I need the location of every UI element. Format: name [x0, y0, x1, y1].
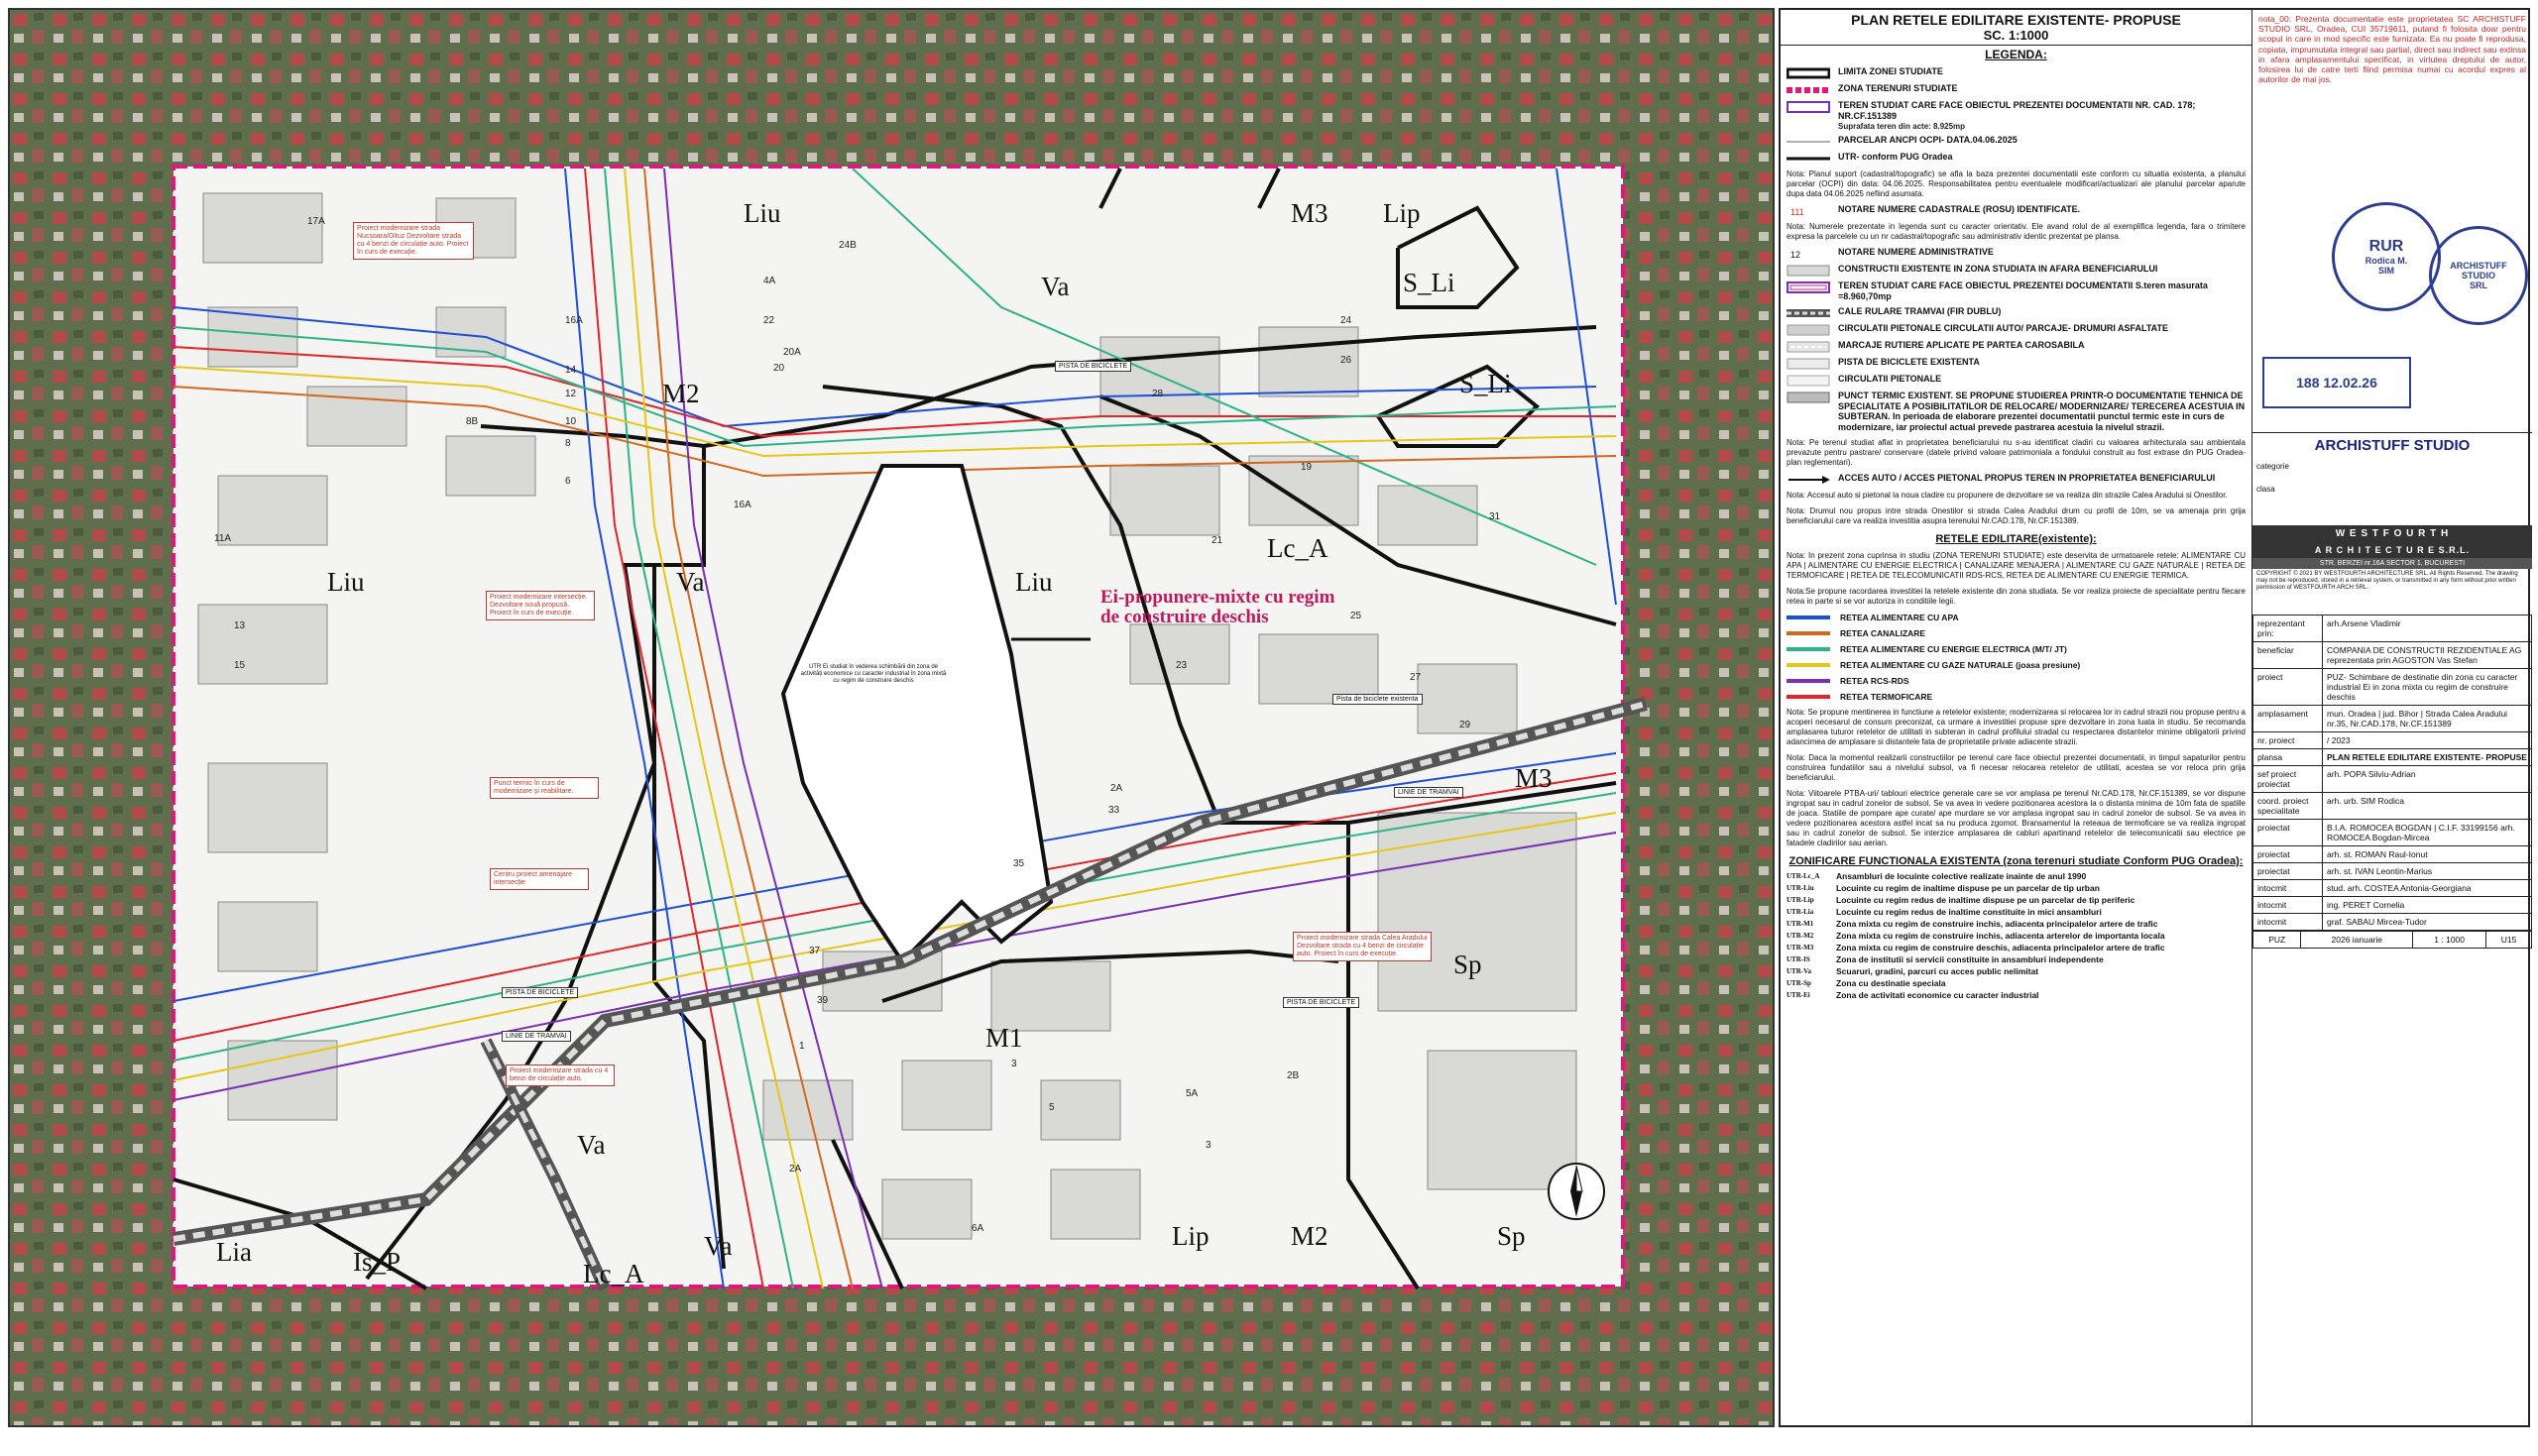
plot-number: 39 — [817, 995, 829, 1006]
rur-stamp — [2332, 202, 2441, 311]
meta-label: intocmit — [2253, 897, 2323, 914]
utility-item — [1781, 625, 2251, 641]
copyright-note: nota_00: Prezenta documentatie este proprietatea SC ARCHISTUFF STUDIO SRL, Oradea, CUI 35719611, putand fi folosita doar pentru scopul in care in mod specific este furnizata. Ea nu poate fi reprodusa, copiata, imprumutata integral sau partial, direct sau indirect sau extinsa in afara amplasamentului specificat, in virtutea dreptului de autor, folosirea lui de catre terti fiind permisa numai cu acordul expres al autorilor de mai jos. — [2258, 14, 2526, 85]
zoning-code: UTR-Va — [1787, 966, 1812, 975]
legend-item — [1781, 98, 2251, 133]
note-access: Nota: Accesul auto si pietonal la noua cladire cu propunere de dezvoltare se va realiza din strazile Calea Aradului si Onestilor. — [1787, 490, 2228, 500]
firm-label: clasa — [2256, 485, 2275, 494]
legend-text: TEREN STUDIAT CARE FACE OBIECTUL PREZENTEI DOCUMENTATII NR. CAD. 178; NR.CF.151389 — [1838, 100, 2196, 121]
note-keep: Nota: Se propune mentinerea in functiune a retelelor existente; modernizarea si relocarea lor in cadrul strazii nou propuse pentru a acoperi necesarul de consum preconizat, ca urmare a investitiei propuse spre dezvoltare in zona luata in studiu. Se recomanda amplasarea tuturor retelelor de utilitati in subteran in cadrul profilului stradal cu respectarea distantelor minime obligatorii privind adancimea de amplasare si distantele fata de proprietatile private adiacente strazii. — [1787, 707, 2246, 746]
legend-item — [1781, 338, 2251, 355]
stamp-line: Rodica M. — [2365, 256, 2408, 266]
zoning-text: Zona mixta cu regim de construire inchis, adiacenta arterelor de importanta locala — [1836, 930, 2165, 941]
meta-label: reprezentant prin: — [2253, 616, 2323, 642]
ei-proposal-label — [1100, 588, 1334, 627]
meta-value: stud. arh. COSTEA Antonia-Georgiana — [2323, 880, 2532, 897]
stamps-area — [2252, 198, 2532, 615]
zoning-item — [1781, 953, 2251, 965]
zoning-code: UTR-Ei — [1787, 990, 1810, 999]
road-symbol — [1787, 324, 1830, 336]
footer-code: PUZ — [2253, 932, 2301, 949]
map-sheet — [8, 8, 1775, 1427]
legend-item — [1781, 202, 2251, 219]
zone-label: Liu — [327, 567, 365, 597]
plan-scale: SC. 1:1000 — [1781, 28, 2251, 46]
utility-item — [1781, 673, 2251, 689]
map-note: Centru proiect amenajare intersecție — [490, 868, 589, 890]
company-stamp — [2429, 226, 2528, 325]
zone-label: S_Li — [1459, 369, 1512, 398]
road-marking-symbol — [1787, 341, 1830, 353]
zoning-code: UTR-M2 — [1787, 931, 1814, 940]
legend-item — [1781, 321, 2251, 338]
meta-value: B.I.A. ROMOCEA BOGDAN | C.I.F. 33199156 arh. ROMOCEA Bogdan-Mircea — [2323, 820, 2532, 846]
stamp-line: SIM — [2377, 266, 2394, 276]
plot-number: 11A — [214, 533, 232, 544]
legend-text: CALE RULARE TRAMVAI (FIR DUBLU) — [1838, 305, 2002, 316]
map-drawing — [10, 10, 1775, 1427]
svg-text:111: 111 — [1790, 207, 1804, 218]
zoning-text: Locuinte cu regim de inaltime dispuse pe un parcelar de tip urban — [1836, 882, 2100, 893]
meta-label: proiectat — [2253, 820, 2323, 846]
map-note: Punct termic în curs de modernizare și reabilitare. — [490, 777, 599, 799]
utility-text: RETEA RCS-RDS — [1840, 675, 1909, 686]
footer-scale: 1 : 1000 — [2413, 932, 2486, 949]
plot-number: 8 — [565, 438, 571, 449]
legend-subtext: Suprafata teren din acte: 8.925mp — [1838, 121, 1966, 131]
zoning-text: Locuinte cu regim redus de inaltime dispuse pe un parcelar de tip periferic — [1836, 894, 2135, 905]
meta-row — [2253, 846, 2532, 863]
zoning-code: UTR-Sp — [1787, 978, 1811, 987]
zoning-item — [1781, 870, 2251, 882]
bike-lane-label: Pista de biciclete existenta — [1332, 694, 1423, 705]
stamp-line: STUDIO — [2461, 271, 2495, 280]
plot-number: 26 — [1340, 355, 1352, 366]
meta-label: proiectat — [2253, 863, 2323, 880]
zone-label: Lia — [216, 1237, 252, 1267]
plot-number: 31 — [1489, 511, 1501, 522]
plot-number: 16A — [734, 500, 751, 510]
legend-text: TEREN STUDIAT CARE FACE OBIECTUL PREZENTEI DOCUMENTATII S.teren masurata =8.960,70mp — [1838, 280, 2208, 301]
zone-label: Va — [676, 567, 705, 597]
legend-item — [1781, 355, 2251, 372]
legend-column — [1781, 10, 2252, 1425]
meta-row — [2253, 642, 2532, 669]
meta-value: PLAN RETELE EDILITARE EXISTENTE- PROPUSE — [2323, 749, 2532, 766]
stamp-line: SRL — [2470, 280, 2487, 290]
meta-row — [2253, 897, 2532, 914]
meta-label: proiect — [2253, 669, 2323, 706]
zoning-text: Scuaruri, gradini, parcuri cu acces public nelimitat — [1836, 965, 2039, 976]
compass-icon — [1545, 1160, 1608, 1223]
north-arrow-icon — [1545, 1160, 1608, 1269]
note-numbers: Nota: Numerele prezentate in legenda sunt cu caracter orientativ. Ele avand rolul de al exemplifica legenda, fara o trimitere expresa la parcelele cu un nr cadastral/topografic sau administrativ identic prezentat pe plansa. — [1787, 222, 2246, 242]
legend-item — [1781, 389, 2251, 435]
plot-number: 3 — [1011, 1059, 1017, 1069]
zoning-text: Zona mixta cu regim de construire deschis, adiacenta principalelor artere de trafic — [1836, 942, 2165, 952]
utility-item — [1781, 657, 2251, 673]
plot-number: 20A — [783, 347, 801, 358]
title-block-panel — [1779, 8, 2530, 1427]
legend-text: PUNCT TERMIC EXISTENT. SE PROPUNE STUDIEREA PRINTR-O DOCUMENTATIE TEHNICA DE SPECIALITATE A POSIBILITATILOR DE RELOCARE/ MODERNIZARE/ TERECEREA ACESTUIA IN SUBTERAN. In perioada de elaborare prezentei documentatii punctul termic este in curs de modernizare, iar proiectul actual prevede pastrarea acestuia la nivelul strazii. — [1838, 390, 2246, 433]
svg-text:12: 12 — [1790, 250, 1801, 261]
zone-label: Lip — [1383, 198, 1421, 228]
meta-row — [2253, 863, 2532, 880]
plot-number: 27 — [1410, 672, 1422, 683]
meta-value: PUZ- Schimbare de destinatie din zona cu caracter industrial Ei in zona mixta cu regim de construire deschis — [2323, 669, 2532, 706]
meta-label: amplasament — [2253, 706, 2323, 732]
plot-number: 20 — [773, 363, 785, 374]
note-road: Nota: Drumul nou propus intre strada Onestilor si strada Calea Aradului drum cu profil de 10m, se va amenaja prin grija beneficiarului care va realiza investitia asupra terenului Nr.CAD.178, Nr.CF.151389. — [1787, 505, 2246, 525]
meta-row — [2253, 914, 2532, 931]
legend-text: CIRCULATII PIETONALE — [1838, 373, 1942, 384]
meta-label: intocmit — [2253, 914, 2323, 931]
wf-sub: A R C H I T E C T U R E S.R.L. — [2252, 542, 2532, 558]
zone-label: M3 — [1515, 763, 1553, 793]
water-line-symbol — [1787, 616, 1830, 619]
zone-label: Sp — [1497, 1221, 1526, 1251]
zoning-item — [1781, 965, 2251, 977]
utility-text: RETEA TERMOFICARE — [1840, 691, 1933, 702]
zoning-text: Zona cu destinatie speciala — [1836, 977, 1946, 988]
wf-copyright: COPYRIGHT © 2021 BY WESTFOURTH ARCHITECTURE SRL. All Rights Reserved. The drawing may not be reproduced, stored in a retrieval system, or transmitted in any form without prior written permission of WESTFOURTH ARCH SRL. — [2256, 571, 2518, 592]
meta-label: plansa — [2253, 749, 2323, 766]
zoning-item — [1781, 930, 2251, 942]
map-note: Proiect modernizare strada Calea Aradului Dezvoltare strada cu 4 benzi de circulație auto. Proiect în curs de execuție. — [1293, 932, 1432, 961]
plot-number: 14 — [565, 365, 577, 376]
plot-number: 33 — [1108, 805, 1120, 816]
meta-label: intocmit — [2253, 880, 2323, 897]
map-note: Proiect modernizare strada Nucșoara/Oituz Dezvoltare strada cu 4 benzi de circulație auto. Proiect în curs de execuție. — [353, 222, 474, 260]
firm-box — [2252, 432, 2532, 498]
zoning-item — [1781, 942, 2251, 953]
legend-item — [1781, 245, 2251, 262]
utilities-heading: RETELE EDILITARE(existente): — [1935, 532, 2097, 545]
legend-text: LIMITA ZONEI STUDIATE — [1838, 66, 1943, 76]
zoning-code: UTR-Lip — [1787, 895, 1814, 904]
footer-table — [2252, 931, 2532, 949]
plot-number: 13 — [234, 620, 246, 631]
map-note: Proiect modernizare strada cu 4 benzi de circulație auto. — [506, 1064, 615, 1086]
meta-row — [2253, 669, 2532, 706]
utr-ei-note: UTR Ei studiat în vederea schimbării din zona de activități economice cu caracter industrial în zona mixtă cu regim de construire deschis — [800, 664, 947, 685]
utility-item — [1781, 689, 2251, 705]
zoning-code: UTR-M1 — [1787, 919, 1814, 928]
meta-label: proiectat — [2253, 846, 2323, 863]
note-heritage: Nota: Pe terenul studiat aflat in proprietatea beneficiarului nu s-au identificat cladiri cu valoarea arhitecturala sau ambientala prevazute pentru pastrare/ conservare (datele privind valoare patrimoniala a fondului construit au fost extrase din PUG Oradea- plan reglementari). — [1787, 437, 2246, 467]
meta-row — [2253, 793, 2532, 820]
legend-text: UTR- conform PUG Oradea — [1838, 152, 1953, 163]
firm-label: categorie — [2256, 462, 2289, 471]
title-block-column — [2252, 10, 2532, 1425]
tram-line-label: LINIE DE TRAMVAI — [1394, 787, 1463, 798]
meta-value: COMPANIA DE CONSTRUCTII REZIDENTIALE AG reprezentata prin AGOSTON Vas Stefan — [2323, 642, 2532, 669]
plot-number: 5 — [1049, 1102, 1055, 1113]
studied-land-symbol — [1787, 101, 1830, 113]
plot-number: 19 — [1301, 462, 1313, 473]
plot-number: 15 — [234, 660, 246, 671]
zone-label: Liu — [1015, 567, 1053, 597]
zone-label: Lip — [1172, 1221, 1210, 1251]
meta-value: arh.Arsene Vladimir — [2323, 616, 2532, 642]
tram-line-label: LINIE DE TRAMVAI — [502, 1031, 571, 1042]
meta-row — [2253, 616, 2532, 642]
meta-value: arh. st. ROMAN Raul-Ionut — [2323, 846, 2532, 863]
plot-number: 37 — [809, 946, 821, 956]
legend-text: PISTA DE BICICLETE EXISTENTA — [1838, 356, 1980, 367]
ei-label-line1: Ei-propunere-mixte cu regim — [1100, 587, 1335, 608]
stamp-line: ARCHISTUFF — [2450, 261, 2507, 271]
measured-land-symbol — [1787, 281, 1830, 293]
pedestrian-symbol — [1787, 375, 1830, 387]
parcel-symbol — [1787, 136, 1830, 148]
legend-text: ZONA TERENURI STUDIATE — [1838, 83, 1958, 93]
plot-number: 35 — [1013, 858, 1025, 869]
zoning-text: Ansambluri de locuinte colective realizate inainte de anul 1990 — [1836, 870, 2087, 881]
zoning-item — [1781, 882, 2251, 894]
meta-row — [2253, 749, 2532, 766]
utilities-intro2: Nota:Se propune racordarea investitiei la retelele existente din zona studiata. Se vor realiza proiecte de specialitate pentru fiecare retea in parte si se vor autoriza in conditiile legii. — [1787, 586, 2246, 606]
bike-lane-label: PISTA DE BICICLETE — [1283, 997, 1359, 1008]
bike-lane-label: PISTA DE BICICLETE — [502, 987, 578, 998]
studied-zone-symbol — [1787, 84, 1830, 96]
study-limit-symbol — [1787, 67, 1830, 79]
zone-label: Lc_A — [583, 1259, 644, 1288]
zoning-text: Zona mixta cu regim de construire inchis, adiacenta principalelor artere de trafic — [1836, 918, 2158, 929]
thermal-point-symbol — [1787, 392, 1830, 403]
zone-label: M2 — [1291, 1221, 1328, 1251]
plot-number: 25 — [1350, 611, 1362, 621]
zone-label: Va — [704, 1231, 733, 1261]
meta-value: arh. POPA Silviu-Adrian — [2323, 766, 2532, 793]
zoning-text: Zona de institutii si servicii constituite in ansambluri independente — [1836, 953, 2104, 964]
map-note: Proiect modernizare intersecție. Dezvoltare nouă propusă. Proiect în curs de execuție. — [486, 591, 595, 620]
electric-line-symbol — [1787, 647, 1830, 651]
westfourth-block — [2252, 525, 2532, 595]
utility-text: RETEA ALIMENTARE CU GAZE NATURALE (joasa presiune) — [1840, 659, 2081, 670]
zone-label: Va — [1041, 272, 1070, 301]
project-metadata-table — [2252, 615, 2532, 931]
meta-label: nr. proiect — [2253, 732, 2323, 749]
plot-number: 2A — [789, 1164, 802, 1175]
legend-text: CONSTRUCTII EXISTENTE IN ZONA STUDIATA IN AFARA BENEFICIARULUI — [1838, 264, 2158, 275]
rcs-line-symbol — [1787, 679, 1830, 683]
plot-number: 3 — [1206, 1140, 1211, 1151]
zoning-code: UTR-Lc_A — [1787, 871, 1820, 880]
plot-number: 24B — [839, 240, 857, 251]
utr-symbol — [1787, 153, 1830, 165]
tram-symbol — [1787, 307, 1830, 319]
wf-address: STR. BERZEI nr.16A SECTOR 1, BUCURESTI — [2252, 558, 2532, 569]
meta-label: coord. proiect specialitate — [2253, 793, 2323, 820]
meta-label: beneficiar — [2253, 642, 2323, 669]
zone-label: M3 — [1291, 198, 1328, 228]
wf-name: W E S T F O U R T H — [2252, 525, 2532, 542]
legend-text: CIRCULATII PIETONALE CIRCULATII AUTO/ PARCAJE- DRUMURI ASFALTATE — [1838, 322, 2168, 333]
meta-value: arh. urb. SIM Rodica — [2323, 793, 2532, 820]
building-symbol — [1787, 265, 1830, 277]
utility-item — [1781, 610, 2251, 625]
legend-item — [1781, 133, 2251, 150]
zoning-item — [1781, 989, 2251, 1001]
ei-label-line2: de construire deschis — [1100, 606, 1269, 627]
sewer-line-symbol — [1787, 631, 1830, 635]
meta-row — [2253, 766, 2532, 793]
meta-value: mun. Oradea | jud. Bihor | Strada Calea Aradului nr.35, Nr.CAD.178, Nr.CF.151389 — [2323, 706, 2532, 732]
plot-number: 6 — [565, 476, 571, 487]
zone-label: Liu — [744, 198, 781, 228]
legend-item — [1781, 150, 2251, 167]
zone-label: Lc_A — [1267, 533, 1328, 563]
legend-item — [1781, 81, 2251, 98]
legend-text: ACCES AUTO / ACCES PIETONAL PROPUS TEREN IN PROPRIETATEA BENEFICIARULUI — [1838, 472, 2216, 483]
plot-number: 4A — [763, 276, 776, 286]
zoning-text: Locuinte cu regim redus de inaltime constituite in mici ansambluri — [1836, 906, 2102, 917]
plot-number: 2A — [1110, 783, 1123, 794]
footer-date: 2026 ianuarie — [2301, 932, 2413, 949]
zoning-item — [1781, 894, 2251, 906]
meta-label: sef proiect proiectat — [2253, 766, 2323, 793]
footer-row — [2253, 932, 2532, 949]
legend-item — [1781, 372, 2251, 389]
zone-label: M1 — [985, 1023, 1023, 1053]
plot-number: 29 — [1459, 720, 1471, 730]
legend-item — [1781, 304, 2251, 321]
plot-number: 12 — [565, 389, 577, 399]
zone-label: M2 — [662, 379, 700, 408]
plot-number: 22 — [763, 315, 775, 326]
legend-item — [1781, 471, 2251, 488]
legend-text: NOTARE NUMERE ADMINISTRATIVE — [1838, 247, 1994, 258]
meta-value: graf. SABAU Mircea-Tudor — [2323, 914, 2532, 931]
cadastral-number-symbol — [1787, 205, 1830, 217]
legend-item — [1781, 64, 2251, 81]
plot-number: 24 — [1340, 315, 1352, 326]
admin-number-symbol — [1787, 248, 1830, 260]
note-construction: Nota: Daca la momentul realizarii constructiilor pe terenul care face obiectul prezentei documentatii, in timpul sapaturilor pentru construirea fundatiilor sau a nivelului subsol, va fi necesar relocarea retelelor de utilitati, acestea se vor reloca prin grija beneficiarului. — [1787, 752, 2246, 782]
zoning-item — [1781, 977, 2251, 989]
meta-value: ing. PERET Cornelia — [2323, 897, 2532, 914]
plot-number: 5A — [1186, 1088, 1199, 1099]
utility-text: RETEA ALIMENTARE CU APA — [1840, 612, 1959, 622]
meta-row — [2253, 706, 2532, 732]
plot-number: 21 — [1211, 535, 1223, 546]
plot-number: 16A — [565, 315, 583, 326]
zoning-code: UTR-Lia — [1787, 907, 1814, 916]
zone-label: S_Li — [1403, 268, 1455, 297]
note-parcel: Nota: Planul suport (cadastral/topografic) se afla la baza prezentei documentatii este conform cu situatia existenta, a planului parcelar (OCPI) din data: 04.06.2025. Responsabilitatea pentru eventualele modificari/actualizari ale planului parcelar aparute dupa data 04.06.2025 nefiind asumata. — [1787, 169, 2246, 199]
gas-line-symbol — [1787, 663, 1830, 667]
zoning-text: Zona de activitati economice cu caracter industrial — [1836, 989, 2039, 1000]
zoning-heading: ZONIFICARE FUNCTIONALA EXISTENTA (zona terenuri studiate Conform PUG Oradea): — [1788, 854, 2244, 867]
plot-number: 8B — [466, 416, 479, 427]
utility-text: RETEA CANALIZARE — [1840, 627, 1926, 638]
plot-number: 6A — [972, 1223, 984, 1234]
utility-item — [1781, 641, 2251, 657]
meta-row — [2253, 732, 2532, 749]
stamp-line: RUR — [2368, 238, 2404, 255]
meta-value: arh. st. IVAN Leontin-Marius — [2323, 863, 2532, 880]
zoning-code: UTR-Liu — [1787, 883, 1814, 892]
note-ptba: Nota: Viitoarele PTBA-uri/ tablouri electrice generale care se vor amplasa pe terenul Nr.CAD.178, Nr.CF.151389, se vor dispune ingropat sau in cadrul zonelor de subsol. Se va avea in vedere pozitionarea acestora la o distanta minima de 10m fata de spatiile de joaca. Statiile de pompare ape curate/ ape murdare se vor amplasa ingropat sau in cadrul zonelor de subsol. Se va avea in vedere pozitionarea acestora astfel incat sa nu produca zgomot. Bransamentul la reteaua de termoficare se va realiza ingropat sau in cadrul zonelor de subsol. Se interzice amplasarea de cabluri apartinand retelelor de telecomunicatii sau electrice pe fatadele cladirilor sau aerian. — [1787, 788, 2246, 847]
utilities-intro: Nota: In prezent zona cuprinsa in studiu (ZONA TERENURI STUDIATE) este deservita de urmatoarele retele: ALIMENTARE CU APA | ALIMENTARE CU ENERGIE ELECTRICA | CANALIZARE MENAJERA | ALIMENTARE CU GAZE NATURALE | RETEA DE TERMOFICARE | RETEA DE TELECOMUNICATII RDS-RCS, RETEA DE ALIMENTARE CU ENERGIE TERMICA. — [1787, 550, 2246, 580]
firm-name: ARCHISTUFF STUDIO — [2314, 437, 2471, 454]
zoning-code: UTR-M3 — [1787, 943, 1814, 952]
legend-text: PARCELAR ANCPI OCPI- DATA.04.06.2025 — [1838, 135, 2018, 146]
plot-number: 1 — [799, 1041, 805, 1052]
bike-lane-label: PISTA DE BICICLETE — [1055, 361, 1131, 372]
meta-value: / 2023 — [2323, 732, 2532, 749]
plot-number: 23 — [1176, 660, 1188, 671]
zone-label: Is_P — [353, 1247, 402, 1277]
zoning-item — [1781, 918, 2251, 930]
meta-row — [2253, 880, 2532, 897]
plot-number: 28 — [1152, 389, 1164, 399]
plot-number: 17A — [307, 216, 325, 227]
footer-sheet: U15 — [2486, 932, 2532, 949]
thermal-line-symbol — [1787, 695, 1830, 699]
meta-row — [2253, 820, 2532, 846]
legend-text: NOTARE NUMERE CADASTRALE (ROSU) IDENTIFICATE. — [1838, 204, 2081, 215]
legend-heading: LEGENDA: — [1985, 48, 2047, 61]
zoning-code: UTR-IS — [1787, 954, 1810, 963]
bike-lane-symbol — [1787, 358, 1830, 370]
zone-label: Va — [577, 1130, 606, 1160]
plot-number: 10 — [565, 416, 577, 427]
legend-item — [1781, 262, 2251, 279]
legend-item — [1781, 279, 2251, 304]
legend-text: MARCAJE RUTIERE APLICATE PE PARTEA CAROSABILA — [1838, 339, 2085, 350]
zone-label: Sp — [1453, 950, 1482, 979]
utility-text: RETEA ALIMENTARE CU ENERGIE ELECTRICA (M/T/ JT) — [1840, 643, 2067, 654]
received-stamp: 188 12.02.26 — [2262, 357, 2411, 408]
zoning-item — [1781, 906, 2251, 918]
plot-number: 2B — [1287, 1070, 1300, 1081]
plan-title: PLAN RETELE EDILITARE EXISTENTE- PROPUSE — [1851, 12, 2181, 28]
access-arrow-icon — [1787, 474, 1830, 486]
